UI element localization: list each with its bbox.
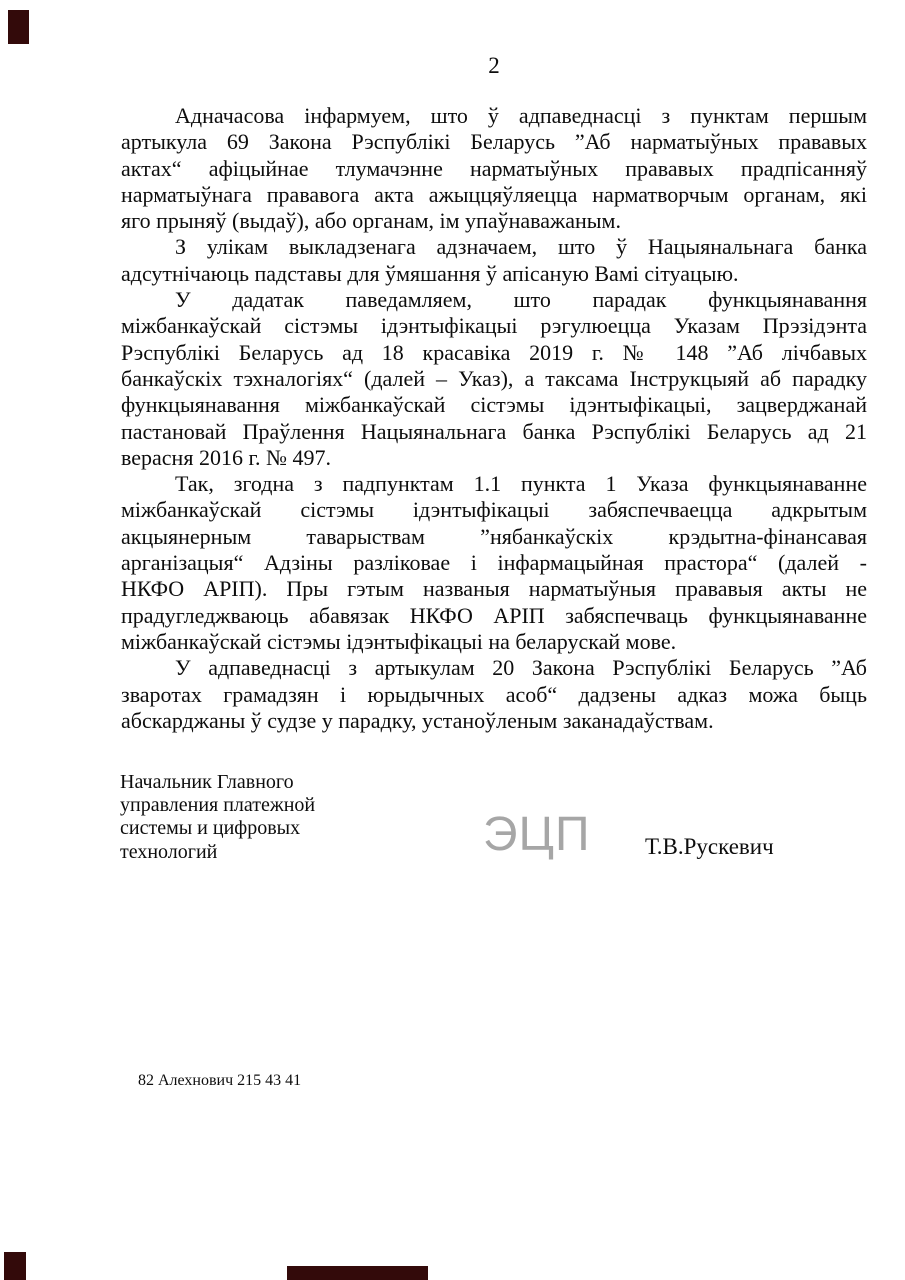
body-line: яго прыняў (выдаў), або органам, ім упаўнаважаным. — [121, 208, 621, 234]
body-line: верасня 2016 г. № 497. — [121, 444, 331, 470]
scan-artifact-bottom-bar — [287, 1266, 428, 1280]
body-line: акцыянерным таварыствам ”нябанкаўскіх крэдытна-фінансавая — [121, 523, 867, 549]
body-line: функцыянавання міжбанкаўскай сістэмы ідэнтыфікацыі, зацверджанай — [121, 392, 867, 418]
body-line: У дадатак паведамляем, што парадак функцыянавання — [175, 287, 867, 313]
body-line: абскарджаны ў судзе у парадку, устаноўленым заканадаўствам. — [121, 707, 714, 733]
body-line: міжбанкаўскай сістэмы ідэнтыфікацыі рэгулюецца Указам Прэзідэнта — [121, 313, 867, 339]
body-line: міжбанкаўскай сістэмы ідэнтыфікацыі на беларускай мове. — [121, 628, 677, 654]
body-line: адсутнічаюць падставы для ўмяшання ў апісаную Вамі сітуацыю. — [121, 260, 739, 286]
body-line: Так, згодна з падпунктам 1.1 пункта 1 Указа функцыянаванне — [175, 471, 867, 497]
executor-note: 82 Алехнович 215 43 41 — [138, 1072, 302, 1089]
body-line: нарматыўнага прававога акта ажыццяўляецца нарматворчым органам, які — [121, 181, 867, 207]
body-line: міжбанкаўскай сістэмы ідэнтыфікацыі забяспечваецца адкрытым — [121, 497, 867, 523]
signer-name: Т.В.Рускевич — [645, 834, 774, 859]
signer-title-line: управления платежной — [120, 794, 316, 817]
scan-artifact-bottom-left — [4, 1252, 26, 1280]
body-line: зваротах грамадзян і юрыдычных асоб“ дадзены адказ можа быць — [121, 681, 867, 707]
body-line: актах“ афіцыйнае тлумачэнне нарматыўных прававых прадпісанняў — [121, 155, 867, 181]
letter-body — [121, 103, 867, 734]
signer-title-line: системы и цифровых — [120, 817, 301, 840]
signer-title-line: Начальник Главного — [120, 771, 294, 793]
body-line: У адпаведнасці з артыкулам 20 Закона Рэспублікі Беларусь ”Аб — [175, 655, 867, 681]
body-line: НКФО АРІП). Пры гэтым названыя нарматыўныя прававыя акты не — [121, 576, 867, 602]
body-line: пастановай Праўлення Нацыянальнага банка Рэспублікі Беларусь ад 21 — [121, 418, 867, 444]
scan-artifact-top-left — [8, 10, 29, 44]
body-line: З улікам выкладзенага адзначаем, што ў Нацыянальнага банка — [175, 234, 867, 260]
body-line: банкаўскіх тэхналогіях“ (далей – Указ), а таксама Інструкцыяй аб парадку — [121, 365, 867, 391]
signer-title-line: технологий — [120, 840, 218, 863]
body-line: Адначасова інфармуем, што ў адпаведнасці з пунктам першым — [175, 103, 867, 128]
body-line: прадугледжваюць абавязак НКФО АРІП забяспечваць функцыянаванне — [121, 602, 867, 628]
body-line: Рэспублікі Беларусь ад 18 красавіка 2019 г. № 148 ”Аб лічбавых — [121, 339, 867, 365]
page-number: 2 — [488, 53, 500, 78]
digital-signature-stamp: ЭЦП — [483, 808, 591, 861]
body-line: артыкула 69 Закона Рэспублікі Беларусь ”Аб нарматыўных прававых — [121, 129, 867, 155]
signer-title — [120, 771, 420, 864]
body-line: арганізацыя“ Адзіны разліковае і інфармацыйная прастора“ (далей - — [121, 550, 867, 576]
